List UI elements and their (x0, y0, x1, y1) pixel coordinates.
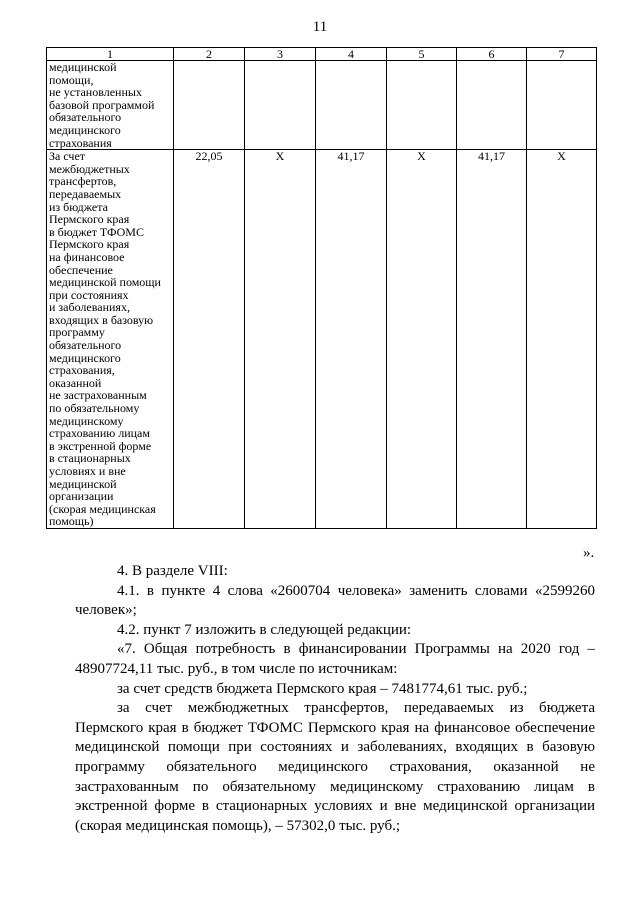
cell-text-line: межбюджетных (49, 161, 130, 176)
cell-text-line: страхования, (49, 363, 115, 378)
column-header: 6 (457, 48, 527, 61)
cell-text-line: в экстренной форме (49, 438, 152, 453)
column-header: 1 (47, 48, 174, 61)
cell-text-line: За счет (49, 149, 86, 164)
paragraph-transfer-source: за счет межбюджетных трансфертов, передаваемых из бюджета Пермского края в бюджет ТФОМС Пермского края на финансовое обеспечение медицинской помощи при состояниях и заболеваниях, входящих в базовую программу обязательного медицинского страхования, оказанной не застрахованным по обязательному медицинскому страхованию лицам в экстренной форме в стационарных условиях и вне медицинской организации (скорая медицинская помощь), – 57302,0 тыс. руб.; (75, 700, 595, 834)
cell-text-line: при состояниях (49, 287, 129, 302)
column-header: 4 (316, 48, 387, 61)
cell-text-line: Пермского края (49, 237, 130, 252)
cell-text-line: медицинского (49, 122, 121, 137)
cell-text-line: условиях и вне (49, 464, 126, 478)
cell-text-line: страхованию лицам (49, 426, 150, 441)
row-label-continuation (49, 61, 171, 149)
column-header: 3 (245, 48, 316, 61)
column-header: 2 (174, 48, 245, 61)
cell-text-line: из бюджета (49, 199, 108, 214)
body-text (75, 562, 595, 836)
cell-text-line: трансфертов, (49, 174, 117, 189)
cell-text-line: обеспечение (49, 262, 113, 277)
cell-text-line: медицинского (49, 350, 121, 365)
paragraph-4-1: 4.1. в пункте 4 слова «2600704 человека» заменить словами «2599260 человек»; (75, 582, 595, 619)
cell-text-line: программу (49, 325, 105, 340)
cell-text-line: помощь) (49, 514, 94, 529)
value-cell: X (527, 150, 597, 529)
cell-text-line: в стационарных (49, 451, 131, 466)
empty-cell (527, 61, 597, 150)
empty-cell (387, 61, 457, 150)
empty-cell (245, 61, 316, 150)
page-number: 11 (312, 19, 328, 35)
cell-text-line: медицинской помощи (49, 275, 161, 290)
cell-text-line: обязательного (49, 110, 122, 125)
cell-text-line: оказанной (49, 375, 102, 390)
value-cell: 41,17 (316, 150, 387, 529)
cell-text-line: входящих в базовую (49, 312, 154, 327)
closing-quote-mark: ». (583, 545, 595, 561)
value-cell: X (245, 150, 316, 529)
paragraph-total-need: «7. Общая потребность в финансировании Программы на 2020 год – 48907724,11 тыс. руб., в том числе по источникам: (75, 641, 595, 677)
column-header: 5 (387, 48, 457, 61)
row-label-cell (47, 150, 174, 529)
cell-text-line: и заболеваниях, (49, 300, 130, 315)
row-label-cell (47, 61, 174, 150)
table-row (47, 61, 597, 150)
financing-table (46, 47, 597, 529)
empty-cell (316, 61, 387, 150)
cell-text-line: по обязательному (49, 401, 140, 416)
empty-cell (457, 61, 527, 150)
value-cell: 22,05 (174, 150, 245, 529)
cell-text-line: страхования (49, 135, 112, 150)
cell-text-line: Пермского края (49, 212, 130, 227)
cell-text-line: на финансовое (49, 249, 125, 264)
cell-text-line: в бюджет ТФОМС (49, 224, 144, 239)
paragraph-4-2: 4.2. пункт 7 изложить в следующей редакции: (117, 621, 412, 638)
empty-cell (174, 61, 245, 150)
cell-text-line: передаваемых (49, 186, 122, 201)
value-cell: X (387, 150, 457, 529)
table-row (47, 150, 597, 529)
table-header-row (47, 48, 597, 61)
cell-text-line: медицинскому (49, 413, 124, 428)
cell-text-line: организации (49, 489, 114, 504)
cell-text-line: обязательного (49, 338, 122, 353)
cell-text-line: медицинской (49, 60, 117, 74)
cell-text-line: не установленных (49, 85, 142, 100)
paragraph-budget-source: за счет средств бюджета Пермского края – 7481774,61 тыс. руб.; (117, 680, 528, 697)
cell-text-line: не застрахованным (49, 388, 147, 403)
section-heading: 4. В разделе VIII: (117, 563, 228, 579)
column-header: 7 (527, 48, 597, 61)
cell-text-line: базовой программой (49, 97, 155, 112)
value-cell: 41,17 (457, 150, 527, 529)
cell-text-line: помощи, (49, 72, 94, 87)
row-label-transfers (49, 150, 171, 528)
cell-text-line: (скорая медицинская (49, 501, 156, 516)
cell-text-line: медицинской (49, 476, 117, 491)
